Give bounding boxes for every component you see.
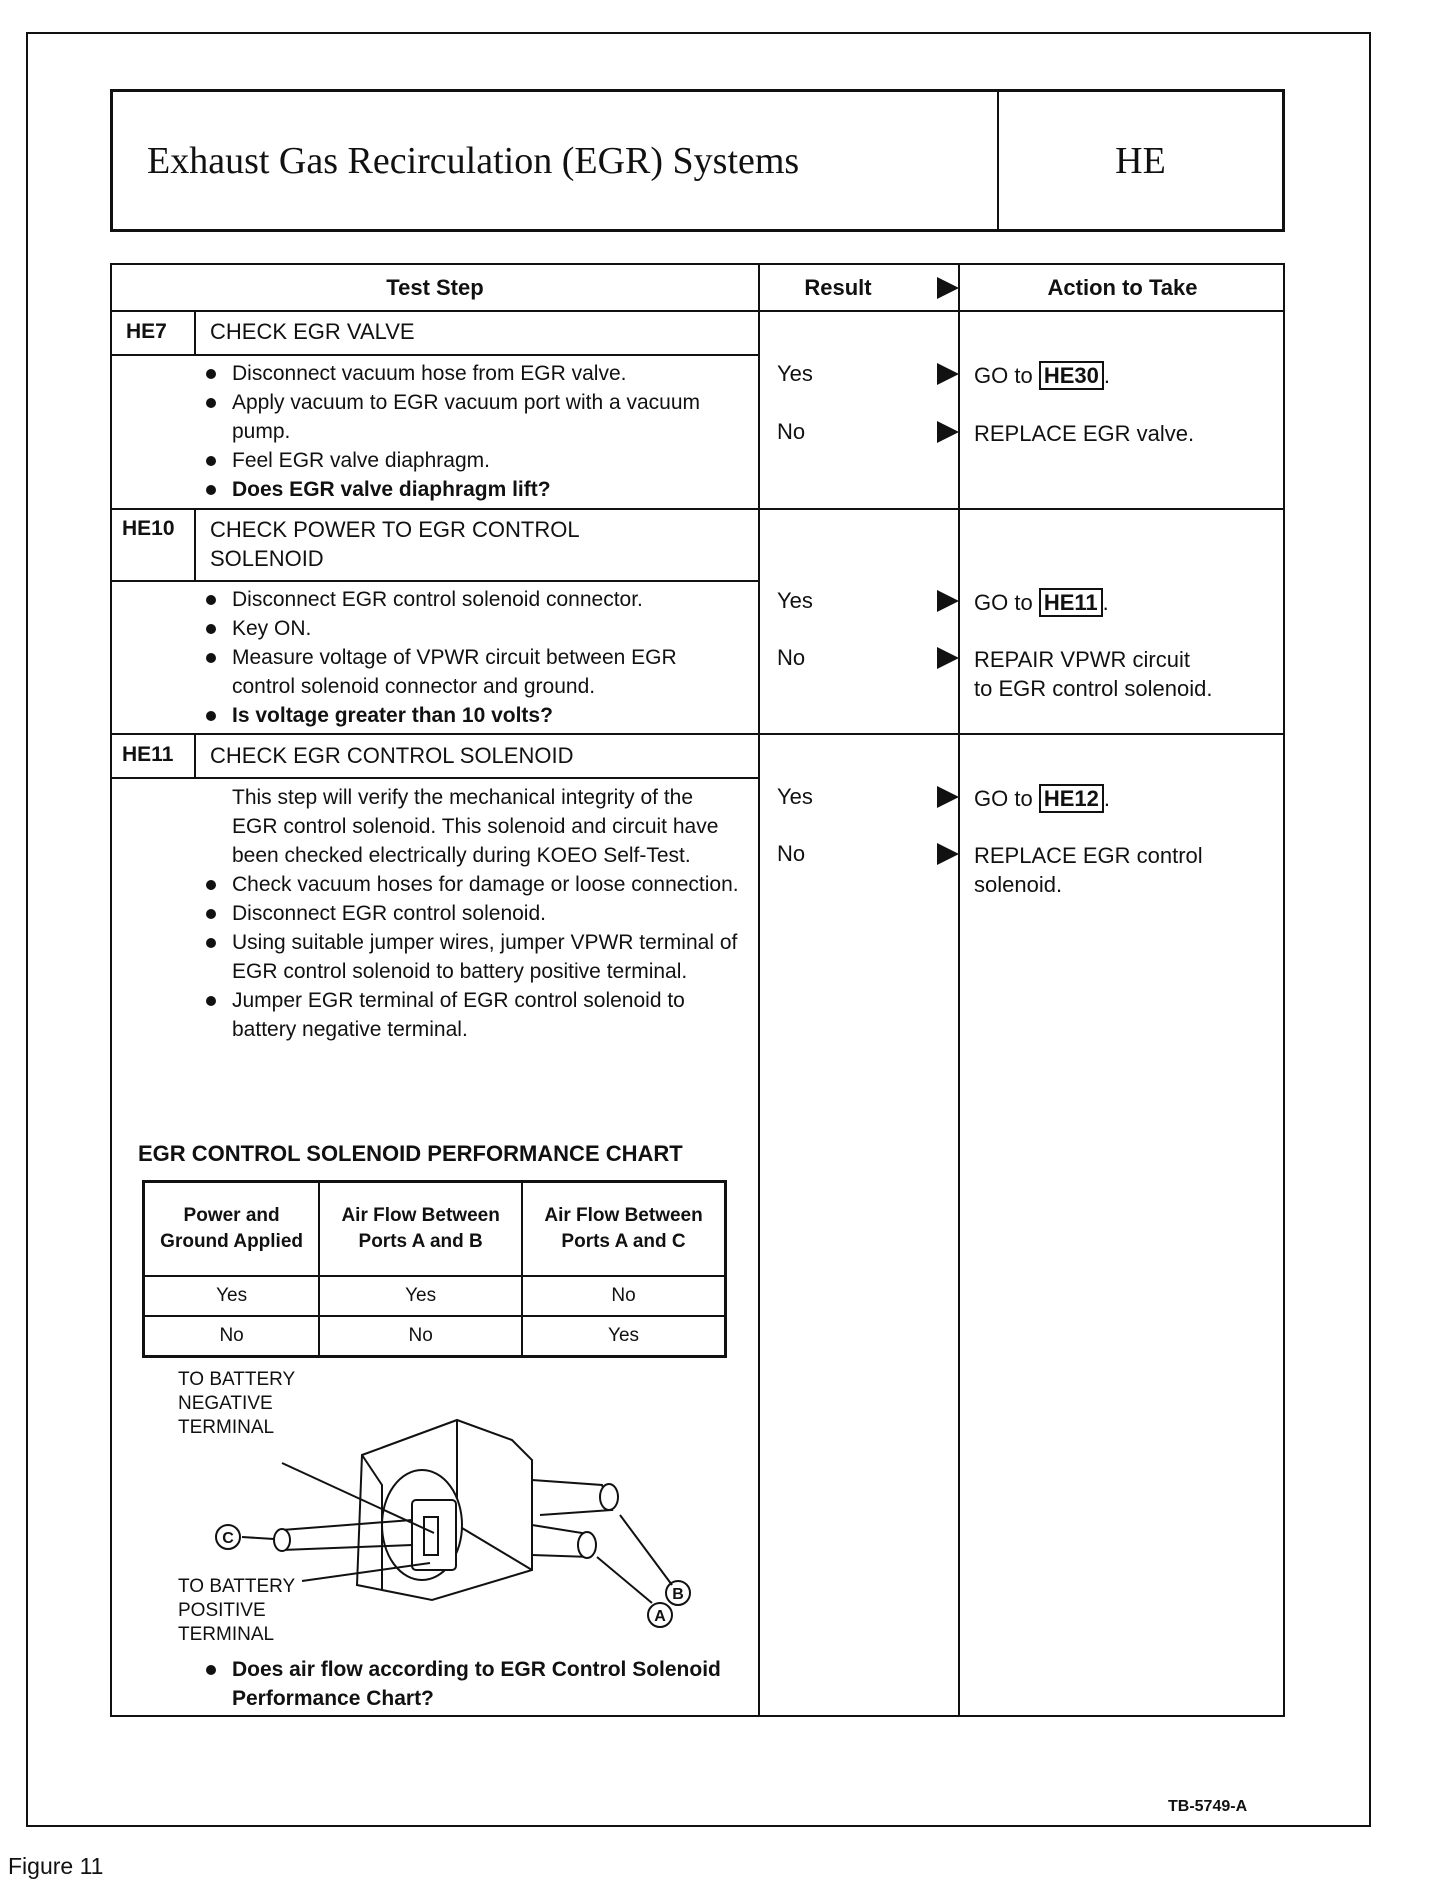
- he11-id-divider: [194, 733, 196, 777]
- step-title-he11: CHECK EGR CONTROL SOLENOID: [210, 743, 574, 768]
- col-header-action: Action to Take: [1047, 274, 1198, 300]
- step-ref-he11[interactable]: HE11: [1039, 588, 1103, 617]
- he11-action-no: REPLACE EGR control solenoid.: [974, 843, 1203, 897]
- step-ref-he12[interactable]: HE12: [1039, 784, 1104, 813]
- arrow-icon: [937, 421, 959, 443]
- step-id-he11: HE11: [122, 743, 174, 766]
- he7-bullets: [202, 359, 742, 504]
- he10-id-divider: [194, 508, 196, 580]
- header-divider: [112, 310, 1283, 312]
- arrow-icon: [937, 647, 959, 669]
- he7-result-yes: Yes: [777, 361, 813, 386]
- he11-question: [202, 1655, 742, 1713]
- col-divider-action: [958, 265, 960, 1715]
- port-b-label: B: [672, 1586, 684, 1603]
- list-item: Check vacuum hoses for damage or loose connection.: [202, 870, 742, 899]
- col-header-test-step: Test Step: [386, 274, 484, 300]
- step-title-he10: CHECK POWER TO EGR CONTROL SOLENOID: [210, 517, 580, 571]
- he10-bullets: [202, 585, 742, 730]
- list-item: Disconnect EGR control solenoid connector.: [202, 585, 742, 614]
- pos-terminal-label: TO BATTERY POSITIVE TERMINAL: [178, 1576, 295, 1645]
- table-row: Yes Yes No: [144, 1276, 726, 1316]
- step-id-he7: HE7: [126, 320, 167, 343]
- arrow-icon: [937, 843, 959, 865]
- port-c-label: C: [222, 1530, 234, 1547]
- list-item: Does EGR valve diaphragm lift?: [202, 475, 742, 504]
- neg-terminal-label: TO BATTERY NEGATIVE TERMINAL: [178, 1369, 295, 1438]
- chart-header: Power and Ground Applied: [144, 1182, 320, 1277]
- he11-action-yes: GO to HE12 .: [974, 786, 1110, 811]
- list-item: Does air flow according to EGR Control Solenoid Performance Chart?: [202, 1655, 742, 1713]
- performance-chart: [142, 1180, 727, 1358]
- list-item: Key ON.: [202, 614, 742, 643]
- list-item: Jumper EGR terminal of EGR control solenoid to battery negative terminal.: [202, 986, 742, 1044]
- figure-caption: Figure 11: [8, 1853, 104, 1879]
- he10-result-no: No: [777, 645, 806, 670]
- chart-header: Air Flow Between Ports A and C: [522, 1182, 725, 1277]
- col-header-result: Result: [804, 274, 872, 300]
- list-item: Measure voltage of VPWR circuit between EGR control solenoid connector and ground.: [202, 643, 742, 701]
- step-title-he7: CHECK EGR VALVE: [210, 319, 415, 344]
- list-item: Is voltage greater than 10 volts?: [202, 701, 742, 730]
- col-divider-result: [758, 265, 760, 1715]
- section-code: HE: [1115, 139, 1166, 182]
- he11-result-no: No: [777, 841, 806, 866]
- he10-bottom-divider: [112, 733, 1283, 735]
- he11-bullets: [202, 783, 742, 1044]
- list-item: Disconnect EGR control solenoid.: [202, 899, 742, 928]
- page-header: [110, 89, 1285, 232]
- he7-action-no: REPLACE EGR valve.: [974, 421, 1195, 446]
- step-intro: This step will verify the mechanical integrity of the EGR control solenoid. This solenoid and circuit have been checked electrically during KOEO Self-Test.: [232, 786, 719, 867]
- header-arrow-icon: [937, 277, 959, 299]
- page-title: Exhaust Gas Recirculation (EGR) Systems: [113, 92, 999, 229]
- he10-action-yes: GO to HE11 .: [974, 590, 1109, 615]
- solenoid-diagram: [112, 1365, 758, 1645]
- he7-result-no: No: [777, 419, 806, 444]
- he7-title-divider: [112, 354, 758, 356]
- step-id-he10: HE10: [122, 517, 175, 540]
- he10-result-yes: Yes: [777, 588, 813, 613]
- document-code: TB-5749-A: [1168, 1798, 1248, 1815]
- list-item: Feel EGR valve diaphragm.: [202, 446, 742, 475]
- he7-bottom-divider: [112, 508, 1283, 510]
- port-a-label: A: [654, 1608, 666, 1625]
- arrow-icon: [937, 786, 959, 808]
- he7-action-yes: GO to HE30 .: [974, 363, 1110, 388]
- he7-id-divider: [194, 310, 196, 354]
- list-item: Apply vacuum to EGR vacuum port with a vacuum pump.: [202, 388, 742, 446]
- arrow-icon: [937, 363, 959, 385]
- arrow-icon: [937, 590, 959, 612]
- he10-title-divider: [112, 580, 758, 582]
- diagnostic-table: [110, 263, 1285, 1717]
- step-ref-he30[interactable]: HE30: [1039, 361, 1104, 390]
- list-item: Disconnect vacuum hose from EGR valve.: [202, 359, 742, 388]
- he10-action-no: REPAIR VPWR circuit to EGR control solenoid.: [974, 647, 1213, 701]
- list-item: Using suitable jumper wires, jumper VPWR terminal of EGR control solenoid to battery positive terminal.: [202, 928, 742, 986]
- performance-chart-title: EGR CONTROL SOLENOID PERFORMANCE CHART: [138, 1141, 683, 1166]
- chart-header: Air Flow Between Ports A and B: [319, 1182, 522, 1277]
- table-row: No No Yes: [144, 1316, 726, 1357]
- he11-result-yes: Yes: [777, 784, 813, 809]
- he11-title-divider: [112, 777, 758, 779]
